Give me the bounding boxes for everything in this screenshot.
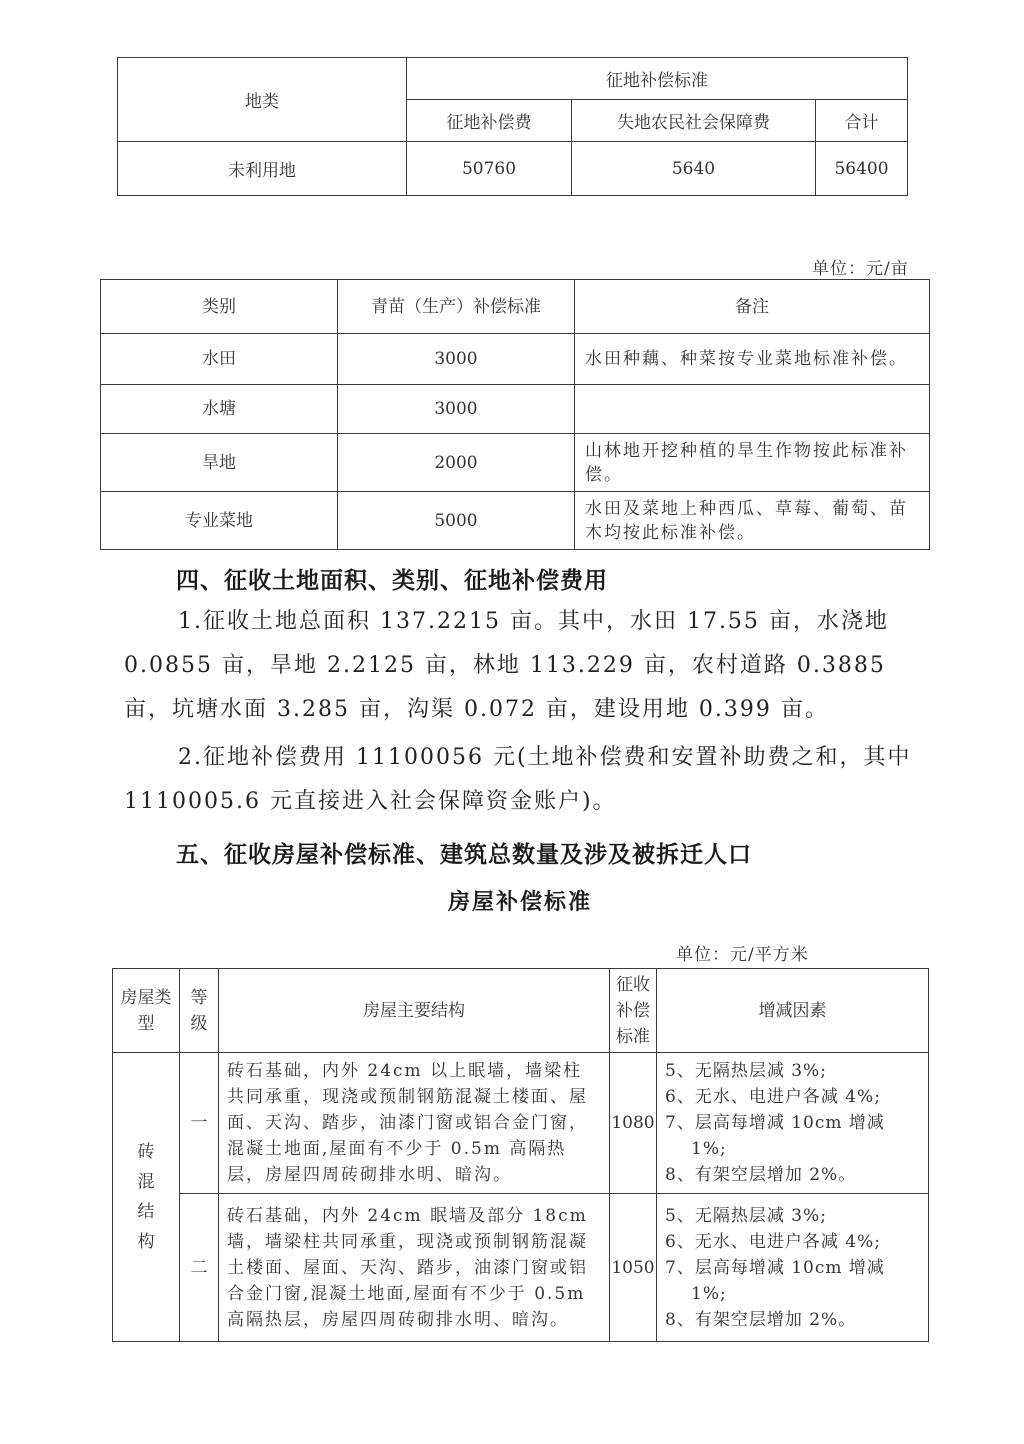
- cell-land-type: 未利用地: [118, 142, 407, 196]
- cell-compensation-fee: 50760: [407, 142, 572, 196]
- cell-standard: 2000: [338, 434, 575, 492]
- header-standard: 征收补偿标准: [610, 969, 657, 1053]
- crops-unit-label: 单位：元/亩: [812, 259, 909, 279]
- housing-table-title: 房屋补偿标准: [447, 890, 592, 915]
- section-four-heading: 四、征收土地面积、类别、征地补偿费用: [176, 568, 608, 594]
- factor-item-continued: 1%;: [691, 1283, 727, 1304]
- cell-note: 水田及菜地上种西瓜、草莓、葡萄、苗木均按此标准补偿。: [575, 492, 930, 550]
- factor-item: 7、层高每增减 10cm 增减: [665, 1257, 885, 1278]
- housing-compensation-table: [112, 968, 929, 1342]
- cell-structure: 砖石基础，内外 24cm 以上眠墙，墙梁柱共同承重，现浇或预制钢筋混凝土楼面、屋面、天沟、踏步，油漆门窗或铝合金门窗，混凝土地面,屋面有不少于 0.5m 高隔热层，房屋四周砖砌排水明、暗沟。: [219, 1053, 610, 1194]
- cell-factors: [657, 1194, 929, 1342]
- factor-item: 8、有架空层增加 2%。: [665, 1309, 857, 1330]
- cell-category: 专业菜地: [101, 492, 338, 550]
- cell-category: 水田: [101, 334, 338, 385]
- cell-standard: 3000: [338, 385, 575, 434]
- cell-standard: 3000: [338, 334, 575, 385]
- cell-note: 水田种藕、种菜按专业菜地标准补偿。: [575, 334, 930, 385]
- housing-unit-label: 单位：元/平方米: [676, 945, 809, 965]
- header-category: 类别: [101, 280, 338, 334]
- header-land-type: 地类: [118, 58, 407, 142]
- cell-category: 旱地: [101, 434, 338, 492]
- cell-standard: 1050: [610, 1194, 657, 1342]
- table-row: [101, 385, 930, 434]
- table-row: [113, 1053, 929, 1194]
- cell-house-type: [113, 1053, 180, 1342]
- section-four-paragraph-1: 1.征收土地总面积 137.2215 亩。其中，水田 17.55 亩，水浇地 0.0855 亩，旱地 2.2125 亩，林地 113.229 亩，农村道路 0.3885 亩，坑塘水面 3.285 亩，沟渠 0.072 亩，建设用地 0.399 亩。: [124, 609, 889, 722]
- header-grade: 等级: [180, 969, 219, 1053]
- house-type-text: 砖混结构: [137, 1142, 155, 1252]
- cell-social-security-fee: 5640: [572, 142, 816, 196]
- land-compensation-table: [117, 57, 908, 196]
- header-compensation-standard: 征地补偿标准: [407, 58, 908, 100]
- table-row: [118, 142, 908, 196]
- header-crop-standard: 青苗（生产）补偿标准: [338, 280, 575, 334]
- header-compensation-fee: 征地补偿费: [407, 100, 572, 142]
- table-row: [101, 334, 930, 385]
- cell-note: [575, 385, 930, 434]
- cell-standard: 5000: [338, 492, 575, 550]
- cell-total: 56400: [816, 142, 908, 196]
- header-main-structure: 房屋主要结构: [219, 969, 610, 1053]
- factor-item: 7、层高每增减 10cm 增减: [665, 1113, 885, 1133]
- header-house-type: 房屋类型: [113, 969, 180, 1053]
- cell-grade: 一: [180, 1053, 219, 1194]
- factor-item: 8、有架空层增加 2%。: [665, 1165, 857, 1185]
- cell-standard: 1080: [610, 1053, 657, 1194]
- header-social-security-fee: 失地农民社会保障费: [572, 100, 816, 142]
- factor-item-continued: 1%;: [691, 1139, 727, 1159]
- cell-note: 山林地开挖种植的旱生作物按此标准补偿。: [575, 434, 930, 492]
- crops-compensation-table: [100, 279, 930, 550]
- header-total: 合计: [816, 100, 908, 142]
- factor-item: 5、无隔热层减 3%;: [665, 1061, 827, 1081]
- table-row: [113, 1194, 929, 1342]
- factor-item: 6、无水、电进户各减 4%;: [665, 1087, 881, 1107]
- cell-factors: [657, 1053, 929, 1194]
- factor-item: 6、无水、电进户各减 4%;: [665, 1231, 881, 1252]
- cell-grade: 二: [180, 1194, 219, 1342]
- table-row: [101, 434, 930, 492]
- section-five-heading: 五、征收房屋补偿标准、建筑总数量及涉及被拆迁人口: [176, 842, 752, 868]
- cell-structure: 砖石基础，内外 24cm 眠墙及部分 18cm 墙，墙梁柱共同承重，现浇或预制钢筋混凝土楼面、屋面、天沟、踏步，油漆门窗或铝合金门窗,混凝土地面,屋面有不少于 0.5m 高隔热层，房屋四周砖砌排水明、暗沟。: [219, 1194, 610, 1342]
- table-row: [101, 492, 930, 550]
- header-factors: 增减因素: [657, 969, 929, 1053]
- cell-category: 水塘: [101, 385, 338, 434]
- factor-item: 5、无隔热层减 3%;: [665, 1205, 827, 1226]
- section-four-paragraph-2: 2.征地补偿费用 11100056 元(土地补偿费和安置补助费之和，其中 1110005.6 元直接进入社会保障资金账户)。: [124, 745, 912, 814]
- header-note: 备注: [575, 280, 930, 334]
